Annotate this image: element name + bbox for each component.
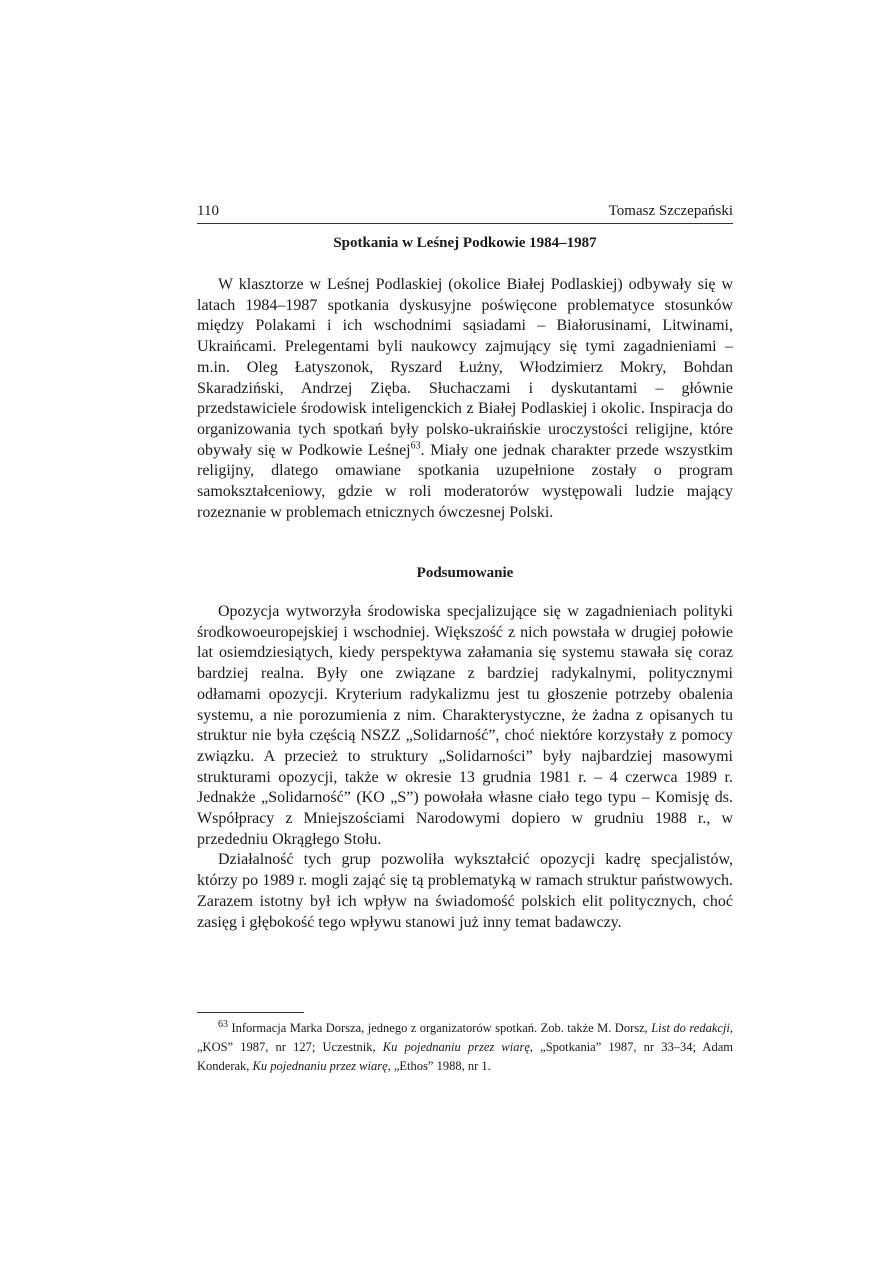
running-header xyxy=(197,203,733,224)
header-author: Tomasz Szczepański xyxy=(608,203,733,219)
footnote-reference: 63 xyxy=(410,440,421,452)
page-number: 110 xyxy=(197,203,219,219)
footnote-text: Informacja Marka Dorsza, jednego z organizatorów spotkań. Zob. także M. Dorsz, xyxy=(228,1021,652,1035)
footnote-text: , „Spotkania” 1987, nr 33–34; Adam Konderak, xyxy=(197,1040,733,1073)
footnote-number: 63 xyxy=(218,1018,228,1030)
footnote-title: List do redakcji xyxy=(651,1021,730,1035)
section-title-spotkania: Spotkania w Leśnej Podkowie 1984–1987 xyxy=(333,235,597,251)
paragraph: Opozycja wytworzyła środowiska specjalizujące się w zagadnieniach polityki środkowoeuropejskiej i wschodniej. Większość z nich powstała w drugiej połowie lat osiemdziesiątych, kiedy perspektywa załamania się systemu stawała się coraz bardziej realna. Były one związane z bardziej radykalnymi, politycznymi odłamami opozycji. Kryterium radykalizmu jest tu głoszenie potrzeby obalenia systemu, a nie porozumienia z nim. Charakterystyczne, że żadna z opisanych tu struktur nie była częścią NSZZ „Solidarność”, choć niektóre korzystały z pomocy związku. A przecież to struktury „Solidarności” były najbardziej masowymi strukturami opozycji, także w okresie 13 grudnia 1981 r. – 4 czerwca 1989 r. Jednakże „Solidarność” (KO „S”) powołała własne ciało tego typu – Komisję ds. Współpracy z Mniejszościami Narodowymi dopiero w grudniu 1988 r., w przededniu Okrągłego Stołu. xyxy=(197,603,733,848)
section-body-podsumowanie xyxy=(197,602,733,933)
paragraph: Działalność tych grup pozwoliła wykształcić opozycji kadrę specjalistów, którzy po 1989 r. mogli zająć się tą problematyką w ramach struktur państwowych. Zarazem istotny był ich wpływ na świadomość polskich elit politycznych, choć zasięg i głębokość tego wpływu stanowi już inny temat badawczy. xyxy=(197,851,733,931)
footnote xyxy=(197,1019,733,1076)
footnote-divider xyxy=(197,1012,304,1013)
footnote-title: Ku pojednaniu przez wiarę xyxy=(382,1040,530,1054)
paragraph-text-continued: . Miały one jednak charakter przede wszystkim religijny, dlatego omawiane spotkania uzupełnione zostały o program samokształceniowy, gdzie w roli moderatorów występowali ludzie mający rozeznanie w problemach etnicznych ówczesnej Polski. xyxy=(197,441,733,521)
footnote-text: , „KOS” 1987, nr 127; Uczestnik, xyxy=(197,1021,733,1054)
paragraph xyxy=(197,275,733,523)
footnote-text: , „Ethos” 1988, nr 1. xyxy=(387,1059,491,1073)
paragraph-text: W klasztorze w Leśnej Podlaskiej (okolice Białej Podlaskiej) odbywały się w latach 1984–1987 spotkania dyskusyjne poświęcone problematyce stosunków między Polakami i ich wschodnimi sąsiadami – Białorusinami, Litwinami, Ukraińcami. Prelegentami byli naukowcy zajmujący się tymi zagadnieniami – m.in. Oleg Łatyszonok, Ryszard Łużny, Włodzimierz Mokry, Bohdan Skaradziński, Andrzej Zięba. Słuchaczami i dyskutantami – głównie przedstawiciele środowisk inteligenckich z Białej Podlaskiej i okolic. Inspiracja do organizowania tych spotkań były polsko-ukraińskie uroczystości religijne, które obywały się w Podkowie Leśnej xyxy=(197,276,733,459)
footnote-title: Ku pojednaniu przez wiarę xyxy=(252,1059,388,1073)
section-title-podsumowanie: Podsumowanie xyxy=(416,565,514,581)
section-body-spotkania xyxy=(197,275,733,523)
